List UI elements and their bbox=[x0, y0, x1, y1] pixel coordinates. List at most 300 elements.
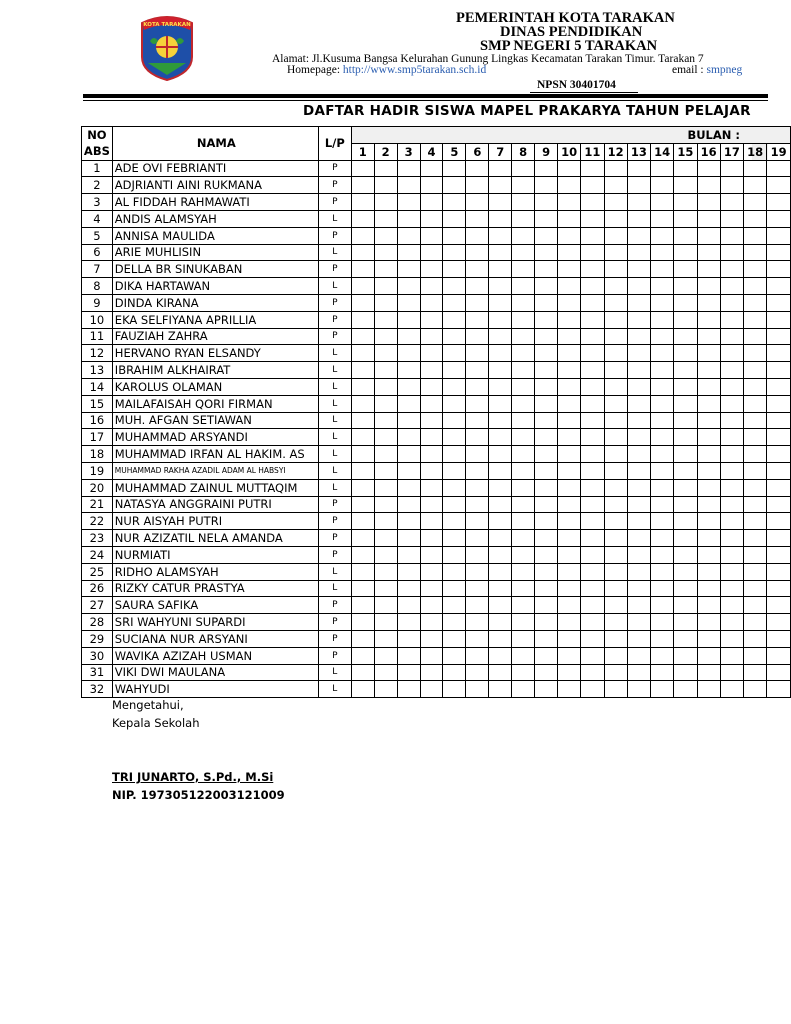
attendance-cell[interactable] bbox=[558, 580, 581, 597]
attendance-cell[interactable] bbox=[651, 563, 674, 580]
attendance-cell[interactable] bbox=[351, 294, 374, 311]
attendance-cell[interactable] bbox=[651, 345, 674, 362]
attendance-cell[interactable] bbox=[651, 210, 674, 227]
attendance-cell[interactable] bbox=[604, 194, 627, 211]
attendance-cell[interactable] bbox=[604, 580, 627, 597]
attendance-cell[interactable] bbox=[697, 311, 720, 328]
attendance-cell[interactable] bbox=[767, 244, 791, 261]
attendance-cell[interactable] bbox=[581, 194, 604, 211]
attendance-cell[interactable] bbox=[674, 479, 697, 496]
attendance-cell[interactable] bbox=[697, 194, 720, 211]
attendance-cell[interactable] bbox=[443, 227, 466, 244]
attendance-cell[interactable] bbox=[697, 614, 720, 631]
attendance-cell[interactable] bbox=[674, 378, 697, 395]
attendance-cell[interactable] bbox=[627, 160, 650, 177]
attendance-cell[interactable] bbox=[558, 395, 581, 412]
attendance-cell[interactable] bbox=[627, 429, 650, 446]
attendance-cell[interactable] bbox=[374, 429, 397, 446]
attendance-cell[interactable] bbox=[767, 681, 791, 698]
attendance-cell[interactable] bbox=[720, 496, 743, 513]
attendance-cell[interactable] bbox=[374, 328, 397, 345]
attendance-cell[interactable] bbox=[397, 647, 420, 664]
attendance-cell[interactable] bbox=[397, 530, 420, 547]
attendance-cell[interactable] bbox=[604, 278, 627, 295]
attendance-cell[interactable] bbox=[558, 194, 581, 211]
homepage-link[interactable]: http://www.smp5tarakan.sch.id bbox=[342, 64, 487, 76]
attendance-cell[interactable] bbox=[697, 630, 720, 647]
attendance-cell[interactable] bbox=[697, 462, 720, 479]
attendance-cell[interactable] bbox=[744, 278, 767, 295]
attendance-cell[interactable] bbox=[627, 647, 650, 664]
attendance-cell[interactable] bbox=[674, 563, 697, 580]
attendance-cell[interactable] bbox=[535, 160, 558, 177]
attendance-cell[interactable] bbox=[651, 160, 674, 177]
attendance-cell[interactable] bbox=[397, 294, 420, 311]
attendance-cell[interactable] bbox=[420, 328, 443, 345]
attendance-cell[interactable] bbox=[627, 546, 650, 563]
attendance-cell[interactable] bbox=[512, 278, 535, 295]
attendance-cell[interactable] bbox=[720, 345, 743, 362]
attendance-cell[interactable] bbox=[627, 496, 650, 513]
attendance-cell[interactable] bbox=[767, 580, 791, 597]
attendance-cell[interactable] bbox=[581, 563, 604, 580]
attendance-cell[interactable] bbox=[674, 496, 697, 513]
attendance-cell[interactable] bbox=[744, 328, 767, 345]
attendance-cell[interactable] bbox=[397, 614, 420, 631]
attendance-cell[interactable] bbox=[558, 614, 581, 631]
attendance-cell[interactable] bbox=[535, 412, 558, 429]
attendance-cell[interactable] bbox=[604, 496, 627, 513]
attendance-cell[interactable] bbox=[674, 294, 697, 311]
attendance-cell[interactable] bbox=[466, 244, 489, 261]
attendance-cell[interactable] bbox=[466, 664, 489, 681]
attendance-cell[interactable] bbox=[351, 278, 374, 295]
attendance-cell[interactable] bbox=[374, 244, 397, 261]
attendance-cell[interactable] bbox=[535, 227, 558, 244]
attendance-cell[interactable] bbox=[767, 664, 791, 681]
attendance-cell[interactable] bbox=[558, 210, 581, 227]
attendance-cell[interactable] bbox=[374, 664, 397, 681]
attendance-cell[interactable] bbox=[627, 261, 650, 278]
attendance-cell[interactable] bbox=[443, 311, 466, 328]
attendance-cell[interactable] bbox=[674, 462, 697, 479]
attendance-cell[interactable] bbox=[767, 563, 791, 580]
attendance-cell[interactable] bbox=[720, 546, 743, 563]
attendance-cell[interactable] bbox=[374, 378, 397, 395]
attendance-cell[interactable] bbox=[489, 664, 512, 681]
attendance-cell[interactable] bbox=[351, 194, 374, 211]
attendance-cell[interactable] bbox=[720, 261, 743, 278]
attendance-cell[interactable] bbox=[374, 412, 397, 429]
attendance-cell[interactable] bbox=[443, 563, 466, 580]
attendance-cell[interactable] bbox=[512, 378, 535, 395]
attendance-cell[interactable] bbox=[744, 513, 767, 530]
attendance-cell[interactable] bbox=[535, 580, 558, 597]
attendance-cell[interactable] bbox=[674, 261, 697, 278]
attendance-cell[interactable] bbox=[674, 227, 697, 244]
attendance-cell[interactable] bbox=[443, 479, 466, 496]
attendance-cell[interactable] bbox=[651, 513, 674, 530]
attendance-cell[interactable] bbox=[558, 160, 581, 177]
attendance-cell[interactable] bbox=[558, 227, 581, 244]
attendance-cell[interactable] bbox=[489, 227, 512, 244]
attendance-cell[interactable] bbox=[443, 647, 466, 664]
attendance-cell[interactable] bbox=[720, 278, 743, 295]
attendance-cell[interactable] bbox=[397, 630, 420, 647]
attendance-cell[interactable] bbox=[535, 462, 558, 479]
attendance-cell[interactable] bbox=[489, 278, 512, 295]
attendance-cell[interactable] bbox=[397, 664, 420, 681]
attendance-cell[interactable] bbox=[420, 395, 443, 412]
attendance-cell[interactable] bbox=[374, 278, 397, 295]
attendance-cell[interactable] bbox=[397, 177, 420, 194]
attendance-cell[interactable] bbox=[512, 630, 535, 647]
attendance-cell[interactable] bbox=[420, 160, 443, 177]
attendance-cell[interactable] bbox=[651, 580, 674, 597]
attendance-cell[interactable] bbox=[627, 194, 650, 211]
attendance-cell[interactable] bbox=[720, 412, 743, 429]
attendance-cell[interactable] bbox=[374, 446, 397, 463]
attendance-cell[interactable] bbox=[535, 429, 558, 446]
attendance-cell[interactable] bbox=[374, 261, 397, 278]
attendance-cell[interactable] bbox=[720, 513, 743, 530]
attendance-cell[interactable] bbox=[627, 664, 650, 681]
attendance-cell[interactable] bbox=[420, 446, 443, 463]
attendance-cell[interactable] bbox=[535, 479, 558, 496]
attendance-cell[interactable] bbox=[767, 462, 791, 479]
attendance-cell[interactable] bbox=[767, 630, 791, 647]
attendance-cell[interactable] bbox=[627, 630, 650, 647]
attendance-cell[interactable] bbox=[604, 446, 627, 463]
attendance-cell[interactable] bbox=[581, 160, 604, 177]
attendance-cell[interactable] bbox=[466, 563, 489, 580]
attendance-cell[interactable] bbox=[466, 294, 489, 311]
attendance-cell[interactable] bbox=[374, 311, 397, 328]
attendance-cell[interactable] bbox=[604, 311, 627, 328]
attendance-cell[interactable] bbox=[535, 194, 558, 211]
attendance-cell[interactable] bbox=[627, 362, 650, 379]
attendance-cell[interactable] bbox=[744, 446, 767, 463]
attendance-cell[interactable] bbox=[443, 664, 466, 681]
attendance-cell[interactable] bbox=[720, 530, 743, 547]
attendance-cell[interactable] bbox=[466, 462, 489, 479]
attendance-cell[interactable] bbox=[489, 378, 512, 395]
attendance-cell[interactable] bbox=[351, 177, 374, 194]
attendance-cell[interactable] bbox=[581, 227, 604, 244]
attendance-cell[interactable] bbox=[535, 446, 558, 463]
attendance-cell[interactable] bbox=[744, 160, 767, 177]
attendance-cell[interactable] bbox=[720, 244, 743, 261]
attendance-cell[interactable] bbox=[674, 530, 697, 547]
attendance-cell[interactable] bbox=[351, 362, 374, 379]
attendance-cell[interactable] bbox=[351, 328, 374, 345]
attendance-cell[interactable] bbox=[581, 513, 604, 530]
attendance-cell[interactable] bbox=[697, 446, 720, 463]
attendance-cell[interactable] bbox=[397, 597, 420, 614]
attendance-cell[interactable] bbox=[420, 227, 443, 244]
attendance-cell[interactable] bbox=[697, 530, 720, 547]
attendance-cell[interactable] bbox=[744, 479, 767, 496]
attendance-cell[interactable] bbox=[512, 614, 535, 631]
attendance-cell[interactable] bbox=[627, 446, 650, 463]
attendance-cell[interactable] bbox=[466, 177, 489, 194]
email-link[interactable]: smpneg bbox=[706, 64, 743, 76]
attendance-cell[interactable] bbox=[581, 597, 604, 614]
attendance-cell[interactable] bbox=[581, 546, 604, 563]
attendance-cell[interactable] bbox=[466, 429, 489, 446]
attendance-cell[interactable] bbox=[581, 294, 604, 311]
attendance-cell[interactable] bbox=[443, 412, 466, 429]
attendance-cell[interactable] bbox=[627, 378, 650, 395]
attendance-cell[interactable] bbox=[397, 563, 420, 580]
attendance-cell[interactable] bbox=[674, 395, 697, 412]
attendance-cell[interactable] bbox=[466, 630, 489, 647]
attendance-cell[interactable] bbox=[581, 311, 604, 328]
attendance-cell[interactable] bbox=[351, 429, 374, 446]
attendance-cell[interactable] bbox=[558, 462, 581, 479]
attendance-cell[interactable] bbox=[581, 210, 604, 227]
attendance-cell[interactable] bbox=[627, 681, 650, 698]
attendance-cell[interactable] bbox=[651, 362, 674, 379]
attendance-cell[interactable] bbox=[744, 345, 767, 362]
attendance-cell[interactable] bbox=[420, 664, 443, 681]
attendance-cell[interactable] bbox=[744, 681, 767, 698]
attendance-cell[interactable] bbox=[466, 194, 489, 211]
attendance-cell[interactable] bbox=[420, 244, 443, 261]
attendance-cell[interactable] bbox=[651, 311, 674, 328]
attendance-cell[interactable] bbox=[558, 630, 581, 647]
attendance-cell[interactable] bbox=[374, 513, 397, 530]
attendance-cell[interactable] bbox=[374, 362, 397, 379]
attendance-cell[interactable] bbox=[558, 345, 581, 362]
attendance-cell[interactable] bbox=[720, 194, 743, 211]
attendance-cell[interactable] bbox=[535, 496, 558, 513]
attendance-cell[interactable] bbox=[374, 177, 397, 194]
attendance-cell[interactable] bbox=[351, 378, 374, 395]
attendance-cell[interactable] bbox=[604, 647, 627, 664]
attendance-cell[interactable] bbox=[351, 261, 374, 278]
attendance-cell[interactable] bbox=[558, 177, 581, 194]
attendance-cell[interactable] bbox=[535, 614, 558, 631]
attendance-cell[interactable] bbox=[466, 160, 489, 177]
attendance-cell[interactable] bbox=[558, 546, 581, 563]
attendance-cell[interactable] bbox=[697, 177, 720, 194]
attendance-cell[interactable] bbox=[443, 294, 466, 311]
attendance-cell[interactable] bbox=[604, 227, 627, 244]
attendance-cell[interactable] bbox=[535, 311, 558, 328]
attendance-cell[interactable] bbox=[744, 395, 767, 412]
attendance-cell[interactable] bbox=[604, 412, 627, 429]
attendance-cell[interactable] bbox=[466, 513, 489, 530]
attendance-cell[interactable] bbox=[512, 294, 535, 311]
attendance-cell[interactable] bbox=[443, 681, 466, 698]
attendance-cell[interactable] bbox=[627, 345, 650, 362]
attendance-cell[interactable] bbox=[697, 429, 720, 446]
attendance-cell[interactable] bbox=[697, 513, 720, 530]
attendance-cell[interactable] bbox=[489, 244, 512, 261]
attendance-cell[interactable] bbox=[374, 345, 397, 362]
attendance-cell[interactable] bbox=[558, 244, 581, 261]
attendance-cell[interactable] bbox=[489, 194, 512, 211]
attendance-cell[interactable] bbox=[697, 412, 720, 429]
attendance-cell[interactable] bbox=[397, 210, 420, 227]
attendance-cell[interactable] bbox=[466, 681, 489, 698]
attendance-cell[interactable] bbox=[512, 513, 535, 530]
attendance-cell[interactable] bbox=[420, 597, 443, 614]
attendance-cell[interactable] bbox=[443, 177, 466, 194]
attendance-cell[interactable] bbox=[535, 328, 558, 345]
attendance-cell[interactable] bbox=[512, 681, 535, 698]
attendance-cell[interactable] bbox=[512, 647, 535, 664]
attendance-cell[interactable] bbox=[767, 429, 791, 446]
attendance-cell[interactable] bbox=[651, 664, 674, 681]
attendance-cell[interactable] bbox=[535, 546, 558, 563]
attendance-cell[interactable] bbox=[420, 479, 443, 496]
attendance-cell[interactable] bbox=[374, 546, 397, 563]
attendance-cell[interactable] bbox=[489, 429, 512, 446]
attendance-cell[interactable] bbox=[604, 614, 627, 631]
attendance-cell[interactable] bbox=[604, 664, 627, 681]
attendance-cell[interactable] bbox=[443, 462, 466, 479]
attendance-cell[interactable] bbox=[651, 177, 674, 194]
attendance-cell[interactable] bbox=[627, 244, 650, 261]
attendance-cell[interactable] bbox=[627, 311, 650, 328]
attendance-cell[interactable] bbox=[627, 563, 650, 580]
attendance-cell[interactable] bbox=[466, 328, 489, 345]
attendance-cell[interactable] bbox=[767, 614, 791, 631]
attendance-cell[interactable] bbox=[744, 412, 767, 429]
attendance-cell[interactable] bbox=[489, 311, 512, 328]
attendance-cell[interactable] bbox=[443, 630, 466, 647]
attendance-cell[interactable] bbox=[420, 530, 443, 547]
attendance-cell[interactable] bbox=[374, 496, 397, 513]
attendance-cell[interactable] bbox=[535, 378, 558, 395]
attendance-cell[interactable] bbox=[674, 597, 697, 614]
attendance-cell[interactable] bbox=[397, 311, 420, 328]
attendance-cell[interactable] bbox=[604, 345, 627, 362]
attendance-cell[interactable] bbox=[420, 412, 443, 429]
attendance-cell[interactable] bbox=[627, 530, 650, 547]
attendance-cell[interactable] bbox=[351, 210, 374, 227]
attendance-cell[interactable] bbox=[744, 580, 767, 597]
attendance-cell[interactable] bbox=[697, 479, 720, 496]
attendance-cell[interactable] bbox=[512, 210, 535, 227]
attendance-cell[interactable] bbox=[351, 479, 374, 496]
attendance-cell[interactable] bbox=[627, 294, 650, 311]
attendance-cell[interactable] bbox=[767, 177, 791, 194]
attendance-cell[interactable] bbox=[744, 530, 767, 547]
attendance-cell[interactable] bbox=[581, 496, 604, 513]
attendance-cell[interactable] bbox=[697, 345, 720, 362]
attendance-cell[interactable] bbox=[535, 294, 558, 311]
attendance-cell[interactable] bbox=[397, 446, 420, 463]
attendance-cell[interactable] bbox=[581, 345, 604, 362]
attendance-cell[interactable] bbox=[558, 681, 581, 698]
attendance-cell[interactable] bbox=[604, 563, 627, 580]
attendance-cell[interactable] bbox=[627, 227, 650, 244]
attendance-cell[interactable] bbox=[651, 244, 674, 261]
attendance-cell[interactable] bbox=[744, 311, 767, 328]
attendance-cell[interactable] bbox=[374, 160, 397, 177]
attendance-cell[interactable] bbox=[604, 210, 627, 227]
attendance-cell[interactable] bbox=[558, 362, 581, 379]
attendance-cell[interactable] bbox=[466, 210, 489, 227]
attendance-cell[interactable] bbox=[744, 597, 767, 614]
attendance-cell[interactable] bbox=[397, 513, 420, 530]
attendance-cell[interactable] bbox=[351, 681, 374, 698]
attendance-cell[interactable] bbox=[581, 378, 604, 395]
attendance-cell[interactable] bbox=[744, 563, 767, 580]
attendance-cell[interactable] bbox=[674, 311, 697, 328]
attendance-cell[interactable] bbox=[374, 563, 397, 580]
attendance-cell[interactable] bbox=[767, 647, 791, 664]
attendance-cell[interactable] bbox=[466, 227, 489, 244]
attendance-cell[interactable] bbox=[443, 496, 466, 513]
attendance-cell[interactable] bbox=[397, 278, 420, 295]
attendance-cell[interactable] bbox=[374, 194, 397, 211]
attendance-cell[interactable] bbox=[535, 210, 558, 227]
attendance-cell[interactable] bbox=[443, 446, 466, 463]
attendance-cell[interactable] bbox=[351, 412, 374, 429]
attendance-cell[interactable] bbox=[720, 311, 743, 328]
attendance-cell[interactable] bbox=[512, 194, 535, 211]
attendance-cell[interactable] bbox=[466, 395, 489, 412]
attendance-cell[interactable] bbox=[535, 664, 558, 681]
attendance-cell[interactable] bbox=[466, 362, 489, 379]
attendance-cell[interactable] bbox=[720, 462, 743, 479]
attendance-cell[interactable] bbox=[351, 311, 374, 328]
attendance-cell[interactable] bbox=[720, 378, 743, 395]
attendance-cell[interactable] bbox=[420, 496, 443, 513]
attendance-cell[interactable] bbox=[674, 546, 697, 563]
attendance-cell[interactable] bbox=[651, 446, 674, 463]
attendance-cell[interactable] bbox=[466, 647, 489, 664]
attendance-cell[interactable] bbox=[374, 580, 397, 597]
attendance-cell[interactable] bbox=[767, 378, 791, 395]
attendance-cell[interactable] bbox=[720, 294, 743, 311]
attendance-cell[interactable] bbox=[558, 446, 581, 463]
attendance-cell[interactable] bbox=[558, 378, 581, 395]
attendance-cell[interactable] bbox=[466, 311, 489, 328]
attendance-cell[interactable] bbox=[489, 647, 512, 664]
attendance-cell[interactable] bbox=[351, 395, 374, 412]
attendance-cell[interactable] bbox=[720, 395, 743, 412]
attendance-cell[interactable] bbox=[512, 479, 535, 496]
attendance-cell[interactable] bbox=[697, 294, 720, 311]
attendance-cell[interactable] bbox=[744, 664, 767, 681]
attendance-cell[interactable] bbox=[581, 630, 604, 647]
attendance-cell[interactable] bbox=[558, 664, 581, 681]
attendance-cell[interactable] bbox=[767, 597, 791, 614]
attendance-cell[interactable] bbox=[397, 580, 420, 597]
attendance-cell[interactable] bbox=[651, 530, 674, 547]
attendance-cell[interactable] bbox=[512, 244, 535, 261]
attendance-cell[interactable] bbox=[489, 496, 512, 513]
attendance-cell[interactable] bbox=[674, 647, 697, 664]
attendance-cell[interactable] bbox=[581, 462, 604, 479]
attendance-cell[interactable] bbox=[627, 328, 650, 345]
attendance-cell[interactable] bbox=[697, 664, 720, 681]
attendance-cell[interactable] bbox=[581, 412, 604, 429]
attendance-cell[interactable] bbox=[604, 513, 627, 530]
attendance-cell[interactable] bbox=[581, 530, 604, 547]
attendance-cell[interactable] bbox=[443, 614, 466, 631]
attendance-cell[interactable] bbox=[351, 647, 374, 664]
attendance-cell[interactable] bbox=[744, 614, 767, 631]
attendance-cell[interactable] bbox=[627, 597, 650, 614]
attendance-cell[interactable] bbox=[558, 563, 581, 580]
attendance-cell[interactable] bbox=[466, 261, 489, 278]
